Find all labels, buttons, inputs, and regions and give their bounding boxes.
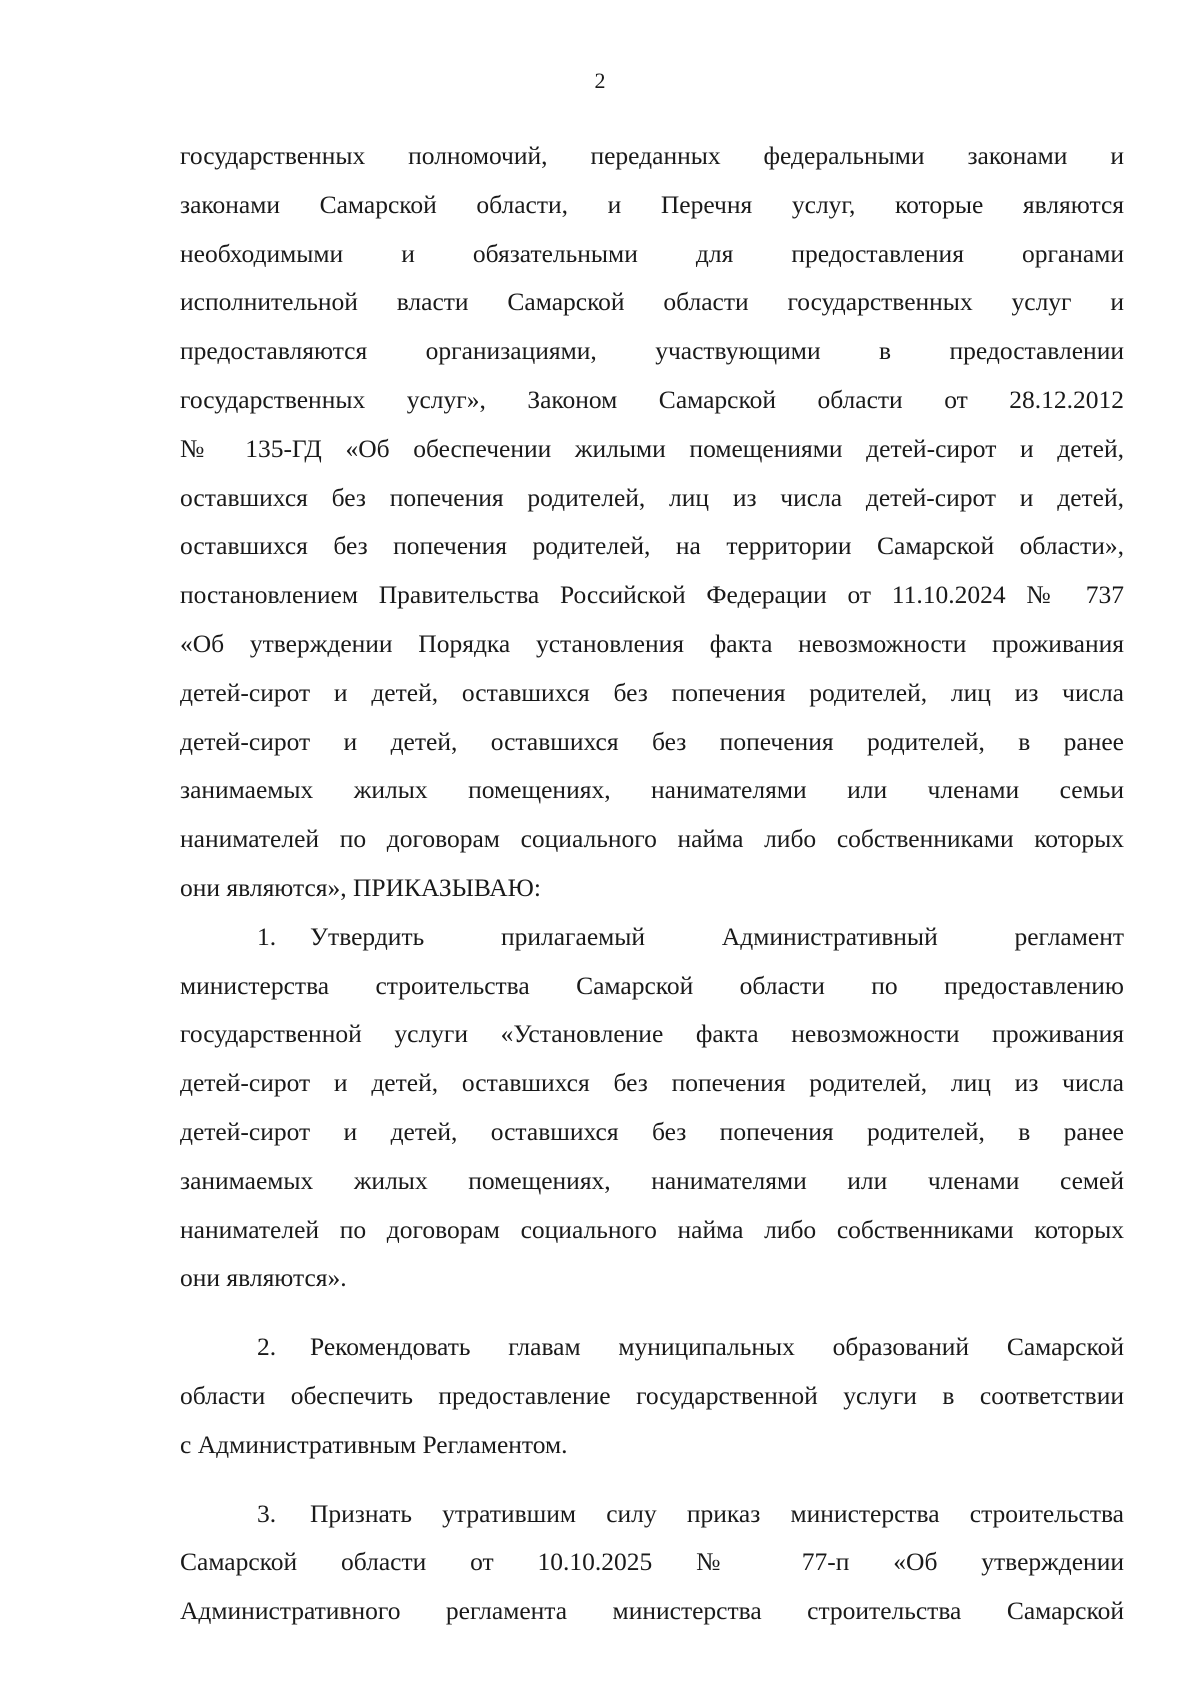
intro-line: законами Самарской области, и Перечня услуг, которые являются [180,189,1124,219]
intro-line: нанимателей по договорам социального найма либо собственниками которых [180,824,1124,854]
item-text: Рекомендовать главам муниципальных образований Самарской [310,1332,1124,1362]
item-number: 3. [257,1498,277,1528]
intro-line: оставшихся без попечения родителей, лиц из числа детей-сирот и детей, [180,482,1124,512]
intro-line: оставшихся без попечения родителей, на территории Самарской области», [180,531,1124,561]
intro-line: исполнительной власти Самарской области государственных услуг и [180,287,1124,317]
item-number: 1. [257,921,277,951]
item-line: Административного регламента министерства строительства Самарской [180,1596,1124,1626]
intro-line: занимаемых жилых помещениях, нанимателями или членами семьи [180,775,1124,805]
item-line: с Административным Регламентом. [180,1429,568,1459]
intro-line: необходимыми и обязательными для предоставления органами [180,238,1124,268]
item-first-line [180,1490,1124,1539]
item-text: Признать утратившим силу приказ министерства строительства [310,1498,1124,1528]
item-line: они являются». [180,1263,347,1293]
order-item-2 [180,1323,1124,1469]
order-item-1 [180,913,1124,1303]
intro-line: детей-сирот и детей, оставшихся без попечения родителей, в ранее [180,726,1124,756]
item-line: нанимателей по договорам социального найма либо собственниками которых [180,1214,1124,1244]
item-first-line [180,913,1124,962]
item-text: Утвердить прилагаемый Административный регламент [310,921,1124,951]
paragraph-gap [180,1470,1124,1490]
document-body [180,132,1124,1636]
paragraph-gap [180,1303,1124,1323]
intro-line: «Об утверждении Порядка установления факта невозможности проживания [180,628,1124,658]
item-line: области обеспечить предоставление государственной услуги в соответствии [180,1380,1124,1410]
item-line: детей-сирот и детей, оставшихся без попечения родителей, лиц из числа [180,1068,1124,1098]
item-line: Самарской области от 10.10.2025 № 77-п «Об утверждении [180,1547,1124,1577]
item-first-line [180,1323,1124,1372]
intro-line: № 135-ГД «Об обеспечении жилыми помещениями детей-сирот и детей, [180,433,1124,463]
intro-line: государственных услуг», Законом Самарской области от 28.12.2012 [180,384,1124,414]
page-number: 2 [594,68,606,93]
intro-line: они являются», ПРИКАЗЫВАЮ: [180,872,541,902]
intro-paragraph [180,132,1124,913]
intro-line: детей-сирот и детей, оставшихся без попечения родителей, лиц из числа [180,677,1124,707]
item-line: детей-сирот и детей, оставшихся без попечения родителей, в ранее [180,1116,1124,1146]
item-line: занимаемых жилых помещениях, нанимателями или членами семей [180,1165,1124,1195]
item-line: государственной услуги «Установление факта невозможности проживания [180,1019,1124,1049]
intro-line: государственных полномочий, переданных федеральными законами и [180,141,1124,170]
item-line: министерства строительства Самарской области по предоставлению [180,970,1124,1000]
item-number: 2. [257,1332,277,1362]
order-item-3 [180,1490,1124,1636]
intro-line: предоставляются организациями, участвующими в предоставлении [180,336,1124,366]
intro-line: постановлением Правительства Российской Федерации от 11.10.2024 № 737 [180,580,1124,610]
